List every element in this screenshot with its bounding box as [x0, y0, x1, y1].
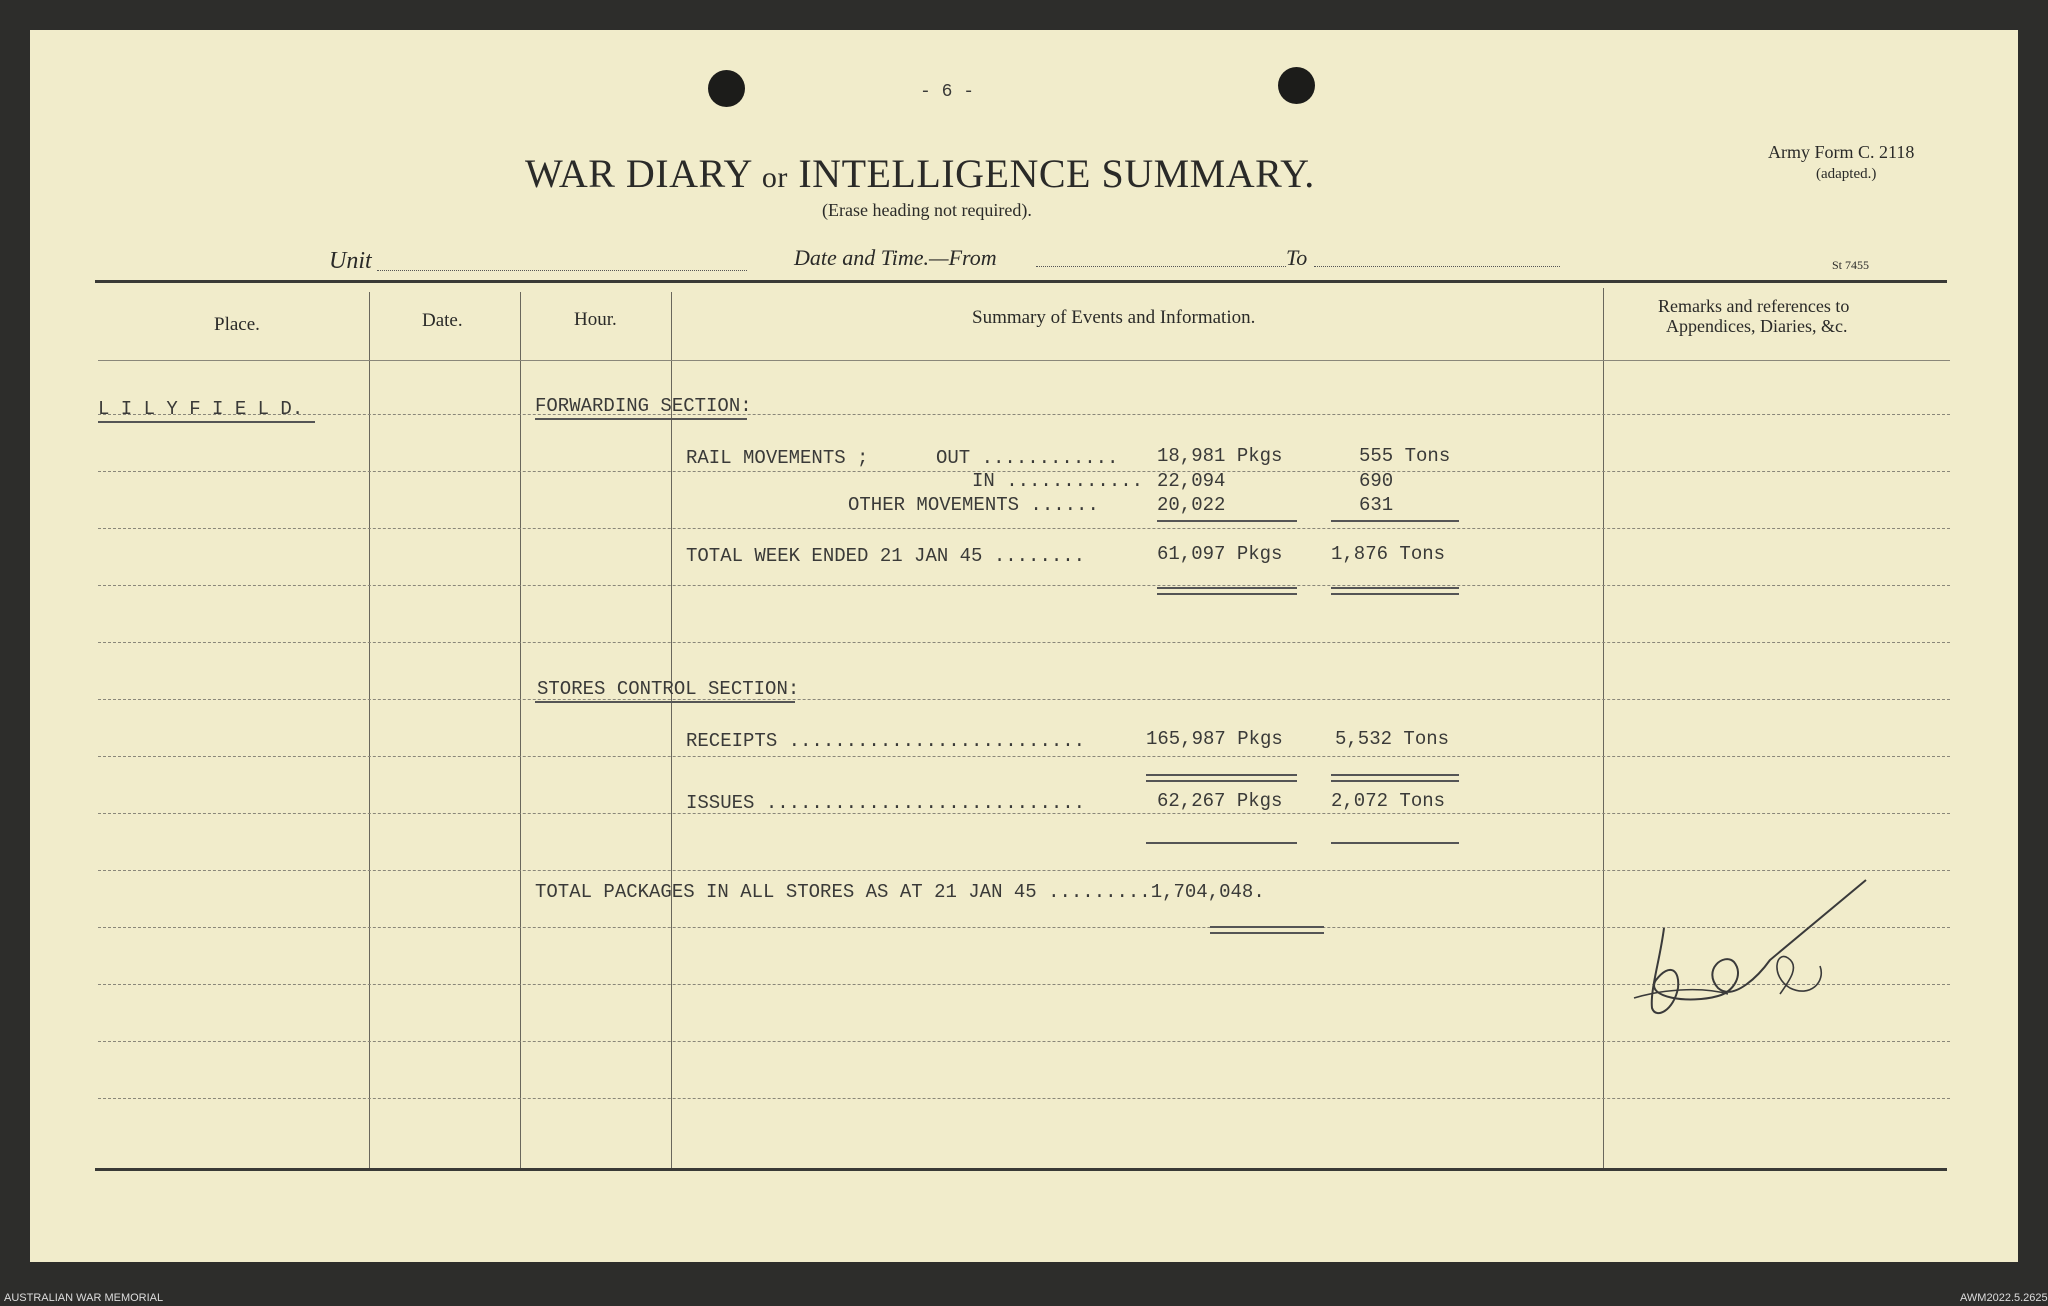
- handwritten-signature: [1630, 870, 1890, 1050]
- ruled-line: [98, 528, 1950, 529]
- out-label: OUT ............: [936, 447, 1119, 469]
- from-dotted-line: [1036, 266, 1286, 267]
- total-week-tons: 1,876 Tons: [1331, 543, 1446, 565]
- forwarding-heading-underline: [535, 418, 747, 420]
- date-time-label: Date and Time.—From: [794, 245, 997, 270]
- issues-rule-pkgs: [1146, 842, 1297, 844]
- punch-hole-left: [708, 70, 745, 107]
- header-remarks-line2: Appendices, Diaries, &c.: [1666, 316, 1848, 336]
- stores-heading: STORES CONTROL SECTION:: [537, 678, 800, 700]
- ruled-line: [98, 414, 1950, 415]
- unit-label: Unit: [329, 248, 372, 274]
- title-or: or: [761, 161, 788, 194]
- column-divider-date: [520, 292, 521, 1168]
- title-war-diary: WAR DIARY: [525, 151, 752, 196]
- column-divider-summary: [1603, 288, 1604, 1168]
- ruled-line: [98, 1098, 1950, 1099]
- in-pkgs: 22,094: [1157, 470, 1226, 492]
- in-tons: 690: [1359, 470, 1394, 492]
- total-double-rule-pkgs: [1157, 587, 1297, 595]
- form-adapted: (adapted.): [1816, 166, 1877, 182]
- total-week-pkgs: 61,097 Pkgs: [1157, 543, 1283, 565]
- receipts-double-rule-pkgs: [1146, 774, 1297, 782]
- page-number: - 6 -: [920, 82, 975, 102]
- receipts-double-rule-tons: [1331, 774, 1459, 782]
- to-dotted-line: [1314, 266, 1560, 267]
- forwarding-heading: FORWARDING SECTION:: [535, 395, 752, 417]
- rail-movements-label: RAIL MOVEMENTS ;: [686, 447, 869, 469]
- page-title: [525, 150, 1315, 197]
- punch-hole-right: [1278, 67, 1315, 104]
- unit-dotted-line: [377, 270, 747, 271]
- table-top-rule: [95, 280, 1947, 283]
- out-tons: 555 Tons: [1359, 445, 1451, 467]
- footer-left: AUSTRALIAN WAR MEMORIAL: [4, 1292, 164, 1304]
- header-hour: Hour.: [574, 309, 617, 330]
- column-divider-place: [369, 292, 370, 1168]
- footer-right: AWM2022.5.2625: [1960, 1292, 2048, 1304]
- header-date: Date.: [422, 310, 463, 331]
- out-pkgs: 18,981 Pkgs: [1157, 445, 1283, 467]
- stores-heading-underline: [535, 701, 795, 703]
- issues-pkgs: 62,267 Pkgs: [1157, 790, 1283, 812]
- form-reference: Army Form C. 2118: [1768, 142, 1915, 162]
- place-value: L I L Y F I E L D.: [98, 398, 304, 420]
- header-summary: Summary of Events and Information.: [972, 307, 1256, 328]
- ruled-line: [98, 585, 1950, 586]
- other-tons: 631: [1359, 494, 1394, 516]
- stock-reference: St 7455: [1832, 258, 1870, 272]
- receipts-pkgs: 165,987 Pkgs: [1146, 728, 1283, 750]
- subtotal-rule-tons: [1331, 520, 1459, 522]
- ruled-line: [98, 642, 1950, 643]
- total-double-rule-tons: [1331, 587, 1459, 595]
- other-movements-label: OTHER MOVEMENTS ......: [848, 494, 1099, 516]
- in-label: IN ............: [972, 470, 1144, 492]
- diary-page: [30, 30, 2018, 1262]
- place-underline: [98, 421, 315, 423]
- total-packages-double-rule: [1210, 926, 1324, 934]
- column-divider-hour: [671, 292, 672, 1168]
- table-bottom-rule: [95, 1168, 1947, 1171]
- total-packages: TOTAL PACKAGES IN ALL STORES AS AT 21 JAN 45 .........1,704,048.: [535, 881, 1265, 903]
- header-remarks-line1: Remarks and references to: [1658, 296, 1850, 316]
- total-week-label: TOTAL WEEK ENDED 21 JAN 45 ........: [686, 545, 1086, 567]
- receipts-label: RECEIPTS ..........................: [686, 730, 1086, 752]
- issues-rule-tons: [1331, 842, 1459, 844]
- ruled-line: [98, 756, 1950, 757]
- ruled-line: [98, 360, 1950, 361]
- to-label: To: [1286, 245, 1308, 270]
- header-place: Place.: [214, 314, 260, 335]
- issues-tons: 2,072 Tons: [1331, 790, 1446, 812]
- page-subtitle: (Erase heading not required).: [822, 200, 1032, 220]
- subtotal-rule-pkgs: [1157, 520, 1297, 522]
- ruled-line: [98, 699, 1950, 700]
- receipts-tons: 5,532 Tons: [1335, 728, 1450, 750]
- title-intelligence-summary: INTELLIGENCE SUMMARY.: [798, 151, 1315, 196]
- issues-label: ISSUES ............................: [686, 792, 1086, 814]
- other-pkgs: 20,022: [1157, 494, 1226, 516]
